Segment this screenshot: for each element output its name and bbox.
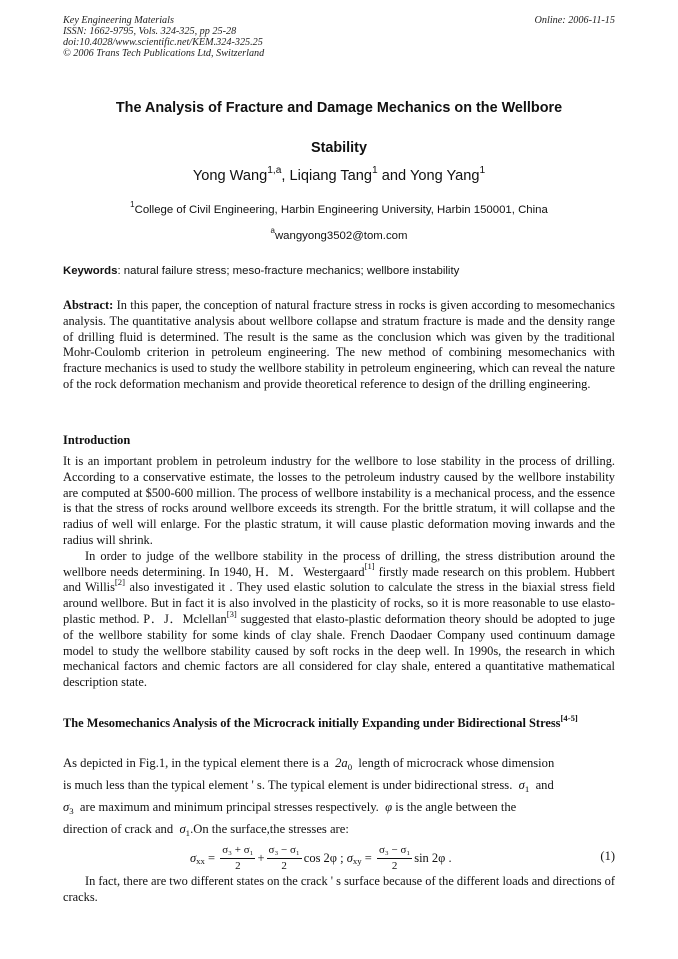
author-email (0, 226, 678, 242)
math-subscript: xx (196, 856, 205, 866)
text-line (63, 774, 615, 797)
author-separator: , (281, 168, 290, 184)
author-name: Yong Yang (409, 168, 480, 184)
section-heading-introduction: Introduction (63, 433, 131, 447)
doi-line: doi:10.4028/www.scientific.net/KEM.324-325.25 (63, 37, 263, 48)
journal-header (63, 15, 264, 59)
math-subscript: 3 (69, 806, 74, 816)
affiliation-text: College of Civil Engineering, Harbin Engineering University, Harbin 150001, China (134, 204, 548, 216)
text: As depicted in Fig.1, in the typical element there is a (63, 756, 332, 770)
plus-sign: + (257, 850, 265, 865)
author-name: Liqiang Tang (289, 168, 373, 184)
email-sup: a (270, 226, 275, 236)
author-separator: and (377, 168, 410, 184)
copyright-line: © 2006 Trans Tech Publications Ltd, Switzerland (63, 48, 265, 59)
paper-title (70, 88, 608, 168)
fraction (220, 843, 255, 874)
fraction-denominator: 2 (235, 859, 241, 872)
citation-ref: [4-5] (560, 712, 578, 723)
title-line-2: Stability (311, 140, 367, 156)
fraction-numerator: σ₃ − σ₁ (377, 843, 412, 859)
keywords-label: Keywords (63, 265, 118, 277)
intro-text: also investigated it . They used elastic solution to calculate the stress in the biaxial stress field around wellbore. But in fact it is also involved in the plasticity of rocks, so it is more reasonable to use elasto-plastic method. P．J．Mclellan (63, 580, 615, 626)
fraction (377, 843, 412, 874)
citation-ref: [1] (364, 561, 375, 572)
intro-text: In order to judge of the wellbore stability in the process of drilling, the stress distribution around the wellbore needs determining. In 1940, H．M．Westergaard (63, 548, 615, 579)
equation-number: (1) (600, 849, 615, 863)
math-symbol: σ (63, 800, 70, 814)
author-affil-sup: 1 (372, 165, 378, 177)
equation-1 (190, 840, 452, 876)
keywords (63, 265, 615, 277)
equals-sign: = (364, 850, 372, 865)
email-text: wangyong3502@tom.com (274, 230, 408, 242)
affiliation-sup: 1 (130, 200, 135, 210)
intro-paragraph-2 (63, 549, 615, 691)
author-name: Yong Wang (192, 168, 268, 184)
math-symbol: 2a (335, 756, 348, 770)
cos-term: cos 2φ ; (303, 850, 344, 865)
intro-paragraph-1: It is an important problem in petroleum industry for the wellbore to lose stability in the process of drilling. According to a conservative estimate, the losses to the petroleum industry caused by the wellbore instability are computed at $500-600 million. The process of wellbore instability is a mechanical process, and the essence is that the stress of rocks around wellbore exceeds its strength. For the brittle stratum, it will collapse and the radius of well will enlarge. For the plastic stratum, it will cause plastic deformation moving inwards and the radius will shrink. (63, 454, 615, 547)
paragraph: In fact, there are two different states on the crack ' s surface because of the different loads and directions of cracks. (63, 874, 615, 904)
text: is much less than the typical element ' s. The typical element is under bidirectional stress. (63, 778, 513, 792)
sin-term: sin 2φ . (414, 850, 452, 865)
abstract-text: In this paper, the conception of natural fracture stress in rocks is given according to mesomechanics analysis. The quantitative analysis about wellbore collapse and stratum fracture is made and the density range of drilling fluid is determined. The result is the same as the conclusion which was given by the traditional Mohr-Coulomb criterion in petroleum engineering. The new method of combining mesomechanics with fracture mechanics is used to study the wellbore stability in petroleum engineering, which can reveal the nature of the rock deformation mechanism and provide theoretical reference to design of the drilling engineering. (63, 298, 615, 391)
affiliation (0, 200, 678, 216)
text: length of microcrack whose dimension (355, 756, 555, 770)
math-subscript: xy (352, 856, 362, 866)
fraction (267, 843, 302, 874)
fraction-numerator: σ₃ − σ₁ (267, 843, 302, 859)
math-symbol: φ (385, 800, 393, 814)
math-symbol: σ (346, 850, 353, 865)
author-affil-sup: 1,a (267, 165, 282, 177)
citation-ref: [3] (226, 608, 237, 619)
after-equation-text (63, 874, 615, 906)
text-line (63, 752, 615, 775)
intro-text: suggested that elasto-plastic deformation theory should be adopted to juge of the wellbore stability for some kinds of clay shale. French Daodaer Company used continuum damage model to study the wellbore stability caused by soft rocks in the deep well. In 1990s, the research in which mechanical factors and chemic factors are all considered for clay shale, entered a quantitative mathematical description state. (63, 611, 615, 690)
text: and (532, 778, 554, 792)
fraction-denominator: 2 (391, 859, 398, 872)
math-subscript: 1 (185, 828, 191, 838)
math-symbol: σ (518, 778, 525, 792)
equals-sign: = (208, 850, 216, 865)
keywords-text: : natural failure stress; meso-fracture mechanics; wellbore instability (117, 265, 460, 277)
heading-text: The Mesomechanics Analysis of the Microcrack initially Expanding under Bidirectional Stress (63, 716, 561, 730)
issn-line: ISSN: 1662-9795, Vols. 324-325, pp 25-28 (63, 26, 237, 37)
text-line (63, 818, 615, 841)
math-symbol: σ (190, 850, 197, 865)
text: is the angle between the (392, 800, 517, 814)
text: are maximum and minimum principal stresses respectively. (76, 800, 379, 814)
math-symbol: σ (179, 822, 186, 836)
author-affil-sup: 1 (479, 165, 486, 177)
math-subscript: 0 (347, 762, 353, 772)
citation-ref: [2] (114, 577, 125, 588)
journal-name: Key Engineering Materials (63, 15, 174, 26)
author-list (0, 165, 678, 184)
title-line-1: The Analysis of Fracture and Damage Mechanics on the Wellbore (115, 100, 563, 116)
abstract (63, 298, 615, 393)
intro-text: firstly made research on this problem. Hubbert and Willis (63, 564, 615, 595)
abstract-label: Abstract: (63, 298, 114, 312)
fraction-numerator: σ₃ + σ₁ (220, 843, 255, 859)
text: direction of crack and (63, 822, 177, 836)
text: .On the surface,the stresses are: (190, 822, 349, 836)
introduction-body (63, 454, 615, 691)
section-heading-mesomechanics (63, 712, 615, 730)
online-date: Online: 2006-11-15 (534, 15, 615, 26)
fraction-denominator: 2 (281, 859, 287, 872)
text-line (63, 796, 615, 819)
math-subscript: 1 (524, 784, 530, 794)
